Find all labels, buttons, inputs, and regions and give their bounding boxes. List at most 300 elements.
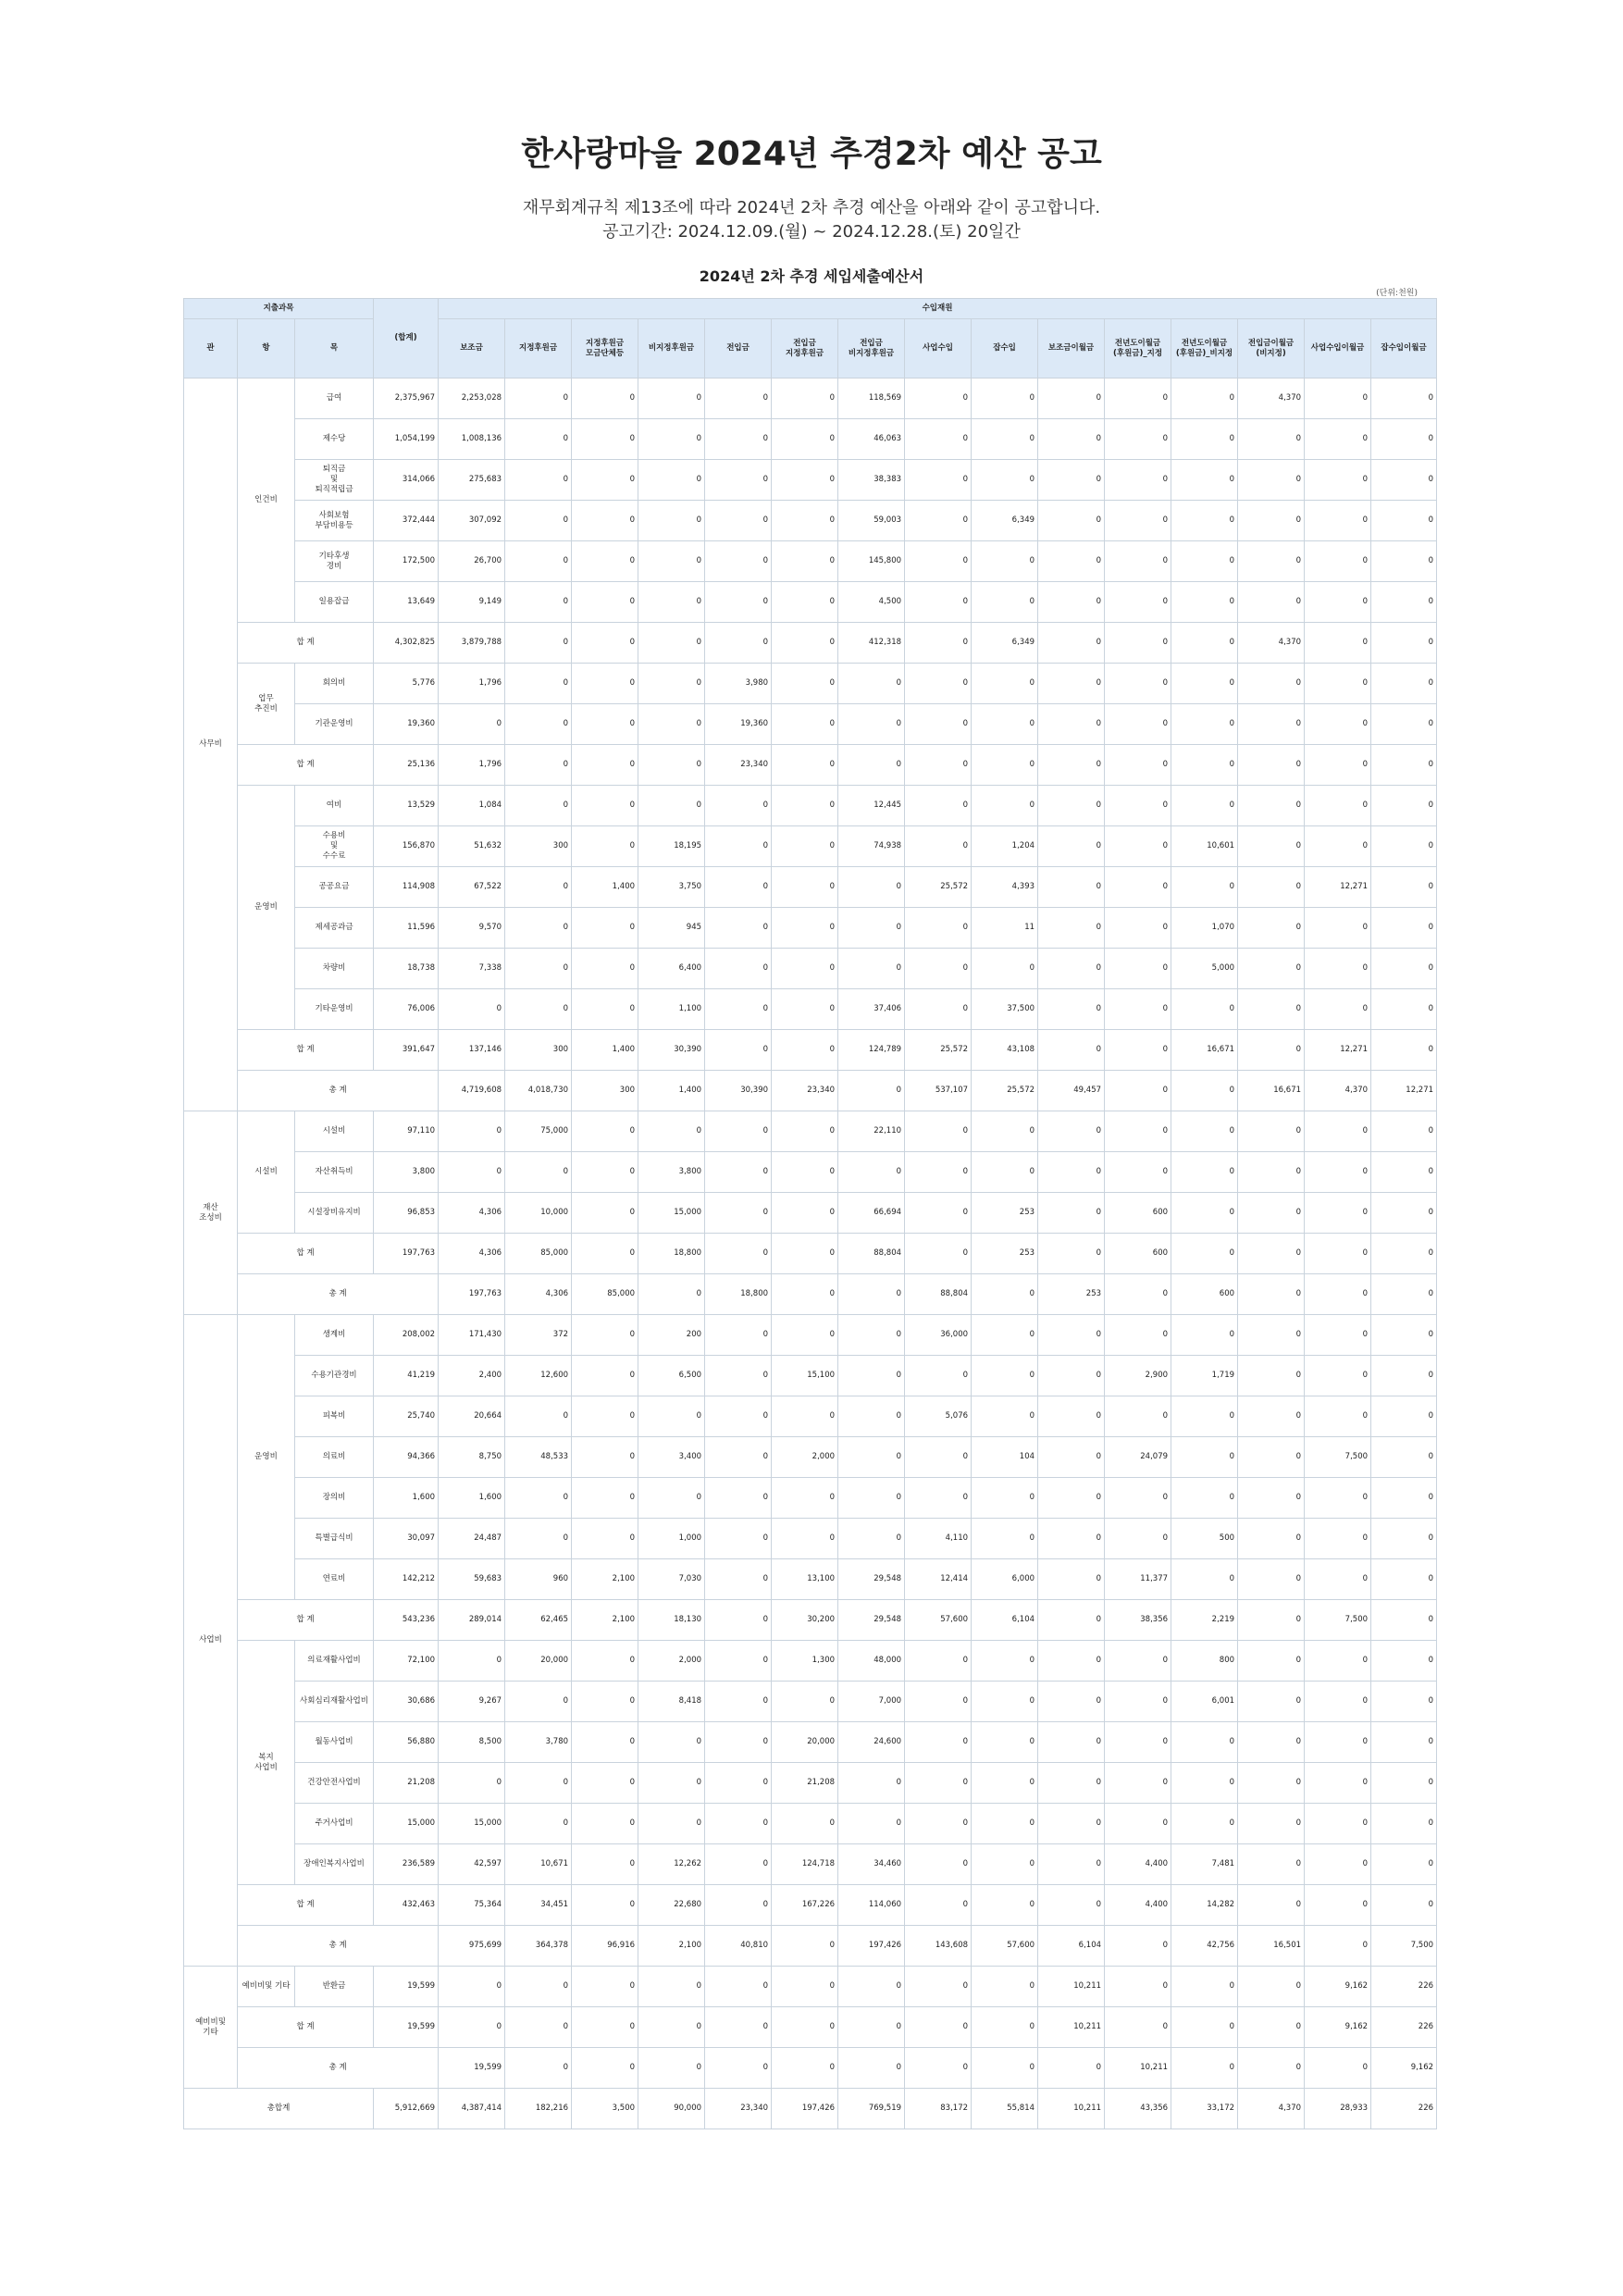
- amount-cell: 0: [705, 1478, 772, 1519]
- amount-cell: 1,796: [439, 664, 505, 704]
- mok-cell: 기관운영비: [295, 704, 374, 745]
- amount-cell: 0: [638, 582, 705, 623]
- amount-cell: 0: [1171, 419, 1238, 460]
- amount-cell: 0: [772, 1682, 838, 1722]
- amount-cell: 48,533: [505, 1437, 572, 1478]
- row-total-cell: 543,236: [374, 1600, 439, 1641]
- amount-cell: 7,000: [838, 1682, 905, 1722]
- amount-cell: 0: [1038, 501, 1105, 541]
- amount-cell: 0: [838, 2048, 905, 2089]
- amount-cell: 0: [572, 623, 638, 664]
- amount-cell: 0: [1371, 1356, 1437, 1396]
- amount-cell: 5,076: [905, 1396, 972, 1437]
- amount-cell: 0: [572, 501, 638, 541]
- amount-cell: 364,378: [505, 1926, 572, 1967]
- amount-cell: 0: [705, 1641, 772, 1682]
- amount-cell: 0: [1038, 379, 1105, 419]
- mok-cell: 건강안전사업비: [295, 1763, 374, 1804]
- amount-cell: 96,916: [572, 1926, 638, 1967]
- amount-cell: 0: [705, 1763, 772, 1804]
- amount-cell: 124,789: [838, 1030, 905, 1071]
- amount-cell: 0: [505, 379, 572, 419]
- amount-cell: 30,390: [705, 1071, 772, 1111]
- table-row: [184, 419, 1437, 460]
- table-row: [184, 582, 1437, 623]
- amount-cell: 0: [1171, 786, 1238, 826]
- amount-cell: 1,100: [638, 989, 705, 1030]
- amount-cell: 0: [772, 1234, 838, 1274]
- amount-cell: 85,000: [572, 1274, 638, 1315]
- amount-cell: 21,208: [772, 1763, 838, 1804]
- amount-cell: 0: [572, 1437, 638, 1478]
- amount-cell: 0: [905, 1193, 972, 1234]
- table-row: [184, 989, 1437, 1030]
- table-row: [184, 1763, 1437, 1804]
- amount-cell: 0: [1305, 1274, 1371, 1315]
- amount-cell: 2,000: [638, 1641, 705, 1682]
- row-total-cell: 432,463: [374, 1885, 439, 1926]
- amount-cell: 25,572: [905, 1030, 972, 1071]
- amount-cell: 10,211: [1038, 2089, 1105, 2129]
- amount-cell: 0: [772, 501, 838, 541]
- row-total-cell: 15,000: [374, 1804, 439, 1844]
- amount-cell: 0: [1371, 1152, 1437, 1193]
- amount-cell: 0: [1371, 1763, 1437, 1804]
- amount-cell: 12,271: [1371, 1071, 1437, 1111]
- amount-cell: 0: [1305, 460, 1371, 501]
- amount-cell: 0: [1305, 379, 1371, 419]
- amount-cell: 0: [1105, 826, 1171, 867]
- amount-cell: 49,457: [1038, 1071, 1105, 1111]
- amount-cell: 3,500: [572, 2089, 638, 2129]
- amount-cell: 0: [772, 2007, 838, 2048]
- amount-cell: 197,426: [772, 2089, 838, 2129]
- amount-cell: 0: [972, 1396, 1038, 1437]
- amount-cell: 43,356: [1105, 2089, 1171, 2129]
- amount-cell: 0: [1038, 1885, 1105, 1926]
- amount-cell: 2,100: [638, 1926, 705, 1967]
- amount-cell: 0: [1038, 1437, 1105, 1478]
- amount-cell: 0: [1105, 1804, 1171, 1844]
- table-row: [184, 1559, 1437, 1600]
- amount-cell: 0: [1305, 1641, 1371, 1682]
- amount-cell: 33,172: [1171, 2089, 1238, 2129]
- amount-cell: 7,500: [1305, 1600, 1371, 1641]
- amount-cell: 0: [1305, 1478, 1371, 1519]
- amount-cell: 0: [905, 1804, 972, 1844]
- amount-cell: 0: [772, 419, 838, 460]
- amount-cell: 0: [772, 1193, 838, 1234]
- amount-cell: 0: [772, 623, 838, 664]
- amount-cell: 0: [705, 1111, 772, 1152]
- amount-cell: 0: [905, 1437, 972, 1478]
- amount-cell: 0: [1305, 1356, 1371, 1396]
- amount-cell: 0: [1038, 745, 1105, 786]
- amount-cell: 0: [1238, 704, 1305, 745]
- mok-cell: 회의비: [295, 664, 374, 704]
- amount-cell: 4,500: [838, 582, 905, 623]
- amount-cell: 0: [1038, 1641, 1105, 1682]
- amount-cell: 0: [1038, 826, 1105, 867]
- amount-cell: 0: [1171, 1396, 1238, 1437]
- amount-cell: 182,216: [505, 2089, 572, 2129]
- row-total-cell: 372,444: [374, 501, 439, 541]
- amount-cell: 0: [1038, 419, 1105, 460]
- amount-cell: 57,600: [905, 1600, 972, 1641]
- mok-cell: 차량비: [295, 949, 374, 989]
- amount-cell: 0: [1038, 1804, 1105, 1844]
- amount-cell: 0: [1305, 1193, 1371, 1234]
- amount-cell: 23,340: [772, 1071, 838, 1111]
- amount-cell: 0: [1371, 1396, 1437, 1437]
- amount-cell: 8,500: [439, 1722, 505, 1763]
- amount-cell: 0: [1171, 1315, 1238, 1356]
- amount-cell: 0: [972, 1804, 1038, 1844]
- announcement-period: 공고기간: 2024.12.09.(월) ~ 2024.12.28.(토) 20일간: [602, 222, 1021, 242]
- row-total-cell: 1,600: [374, 1478, 439, 1519]
- amount-cell: 0: [972, 1682, 1038, 1722]
- amount-cell: 0: [1038, 623, 1105, 664]
- amount-cell: 0: [572, 1193, 638, 1234]
- amount-cell: 0: [905, 989, 972, 1030]
- amount-cell: 0: [439, 1763, 505, 1804]
- amount-cell: 0: [439, 989, 505, 1030]
- mok-cell: 사회심리재활사업비: [295, 1682, 374, 1722]
- amount-cell: 0: [772, 664, 838, 704]
- amount-cell: 0: [772, 908, 838, 949]
- amount-cell: 0: [905, 908, 972, 949]
- amount-cell: 4,370: [1305, 1071, 1371, 1111]
- amount-cell: 16,671: [1238, 1071, 1305, 1111]
- amount-cell: 0: [1038, 867, 1105, 908]
- amount-cell: 0: [1105, 2007, 1171, 2048]
- row-total-cell: 25,740: [374, 1396, 439, 1437]
- amount-cell: 6,000: [972, 1559, 1038, 1600]
- subtotal-label: 합 계: [238, 1600, 374, 1641]
- mok-cell: 장의비: [295, 1478, 374, 1519]
- amount-cell: 0: [705, 541, 772, 582]
- amount-cell: 0: [972, 1152, 1038, 1193]
- amount-cell: 0: [972, 1641, 1038, 1682]
- amount-cell: 25,572: [905, 867, 972, 908]
- amount-cell: 0: [705, 1193, 772, 1234]
- row-total-cell: 18,738: [374, 949, 439, 989]
- amount-cell: 19,360: [705, 704, 772, 745]
- table-row: [184, 1844, 1437, 1885]
- amount-cell: 300: [505, 826, 572, 867]
- amount-cell: 0: [1305, 501, 1371, 541]
- amount-cell: 59,003: [838, 501, 905, 541]
- amount-cell: 74,938: [838, 826, 905, 867]
- amount-cell: 0: [838, 1437, 905, 1478]
- amount-cell: 0: [1371, 867, 1437, 908]
- amount-cell: 8,418: [638, 1682, 705, 1722]
- amount-cell: 0: [572, 786, 638, 826]
- amount-cell: 0: [905, 1722, 972, 1763]
- amount-cell: 0: [1038, 989, 1105, 1030]
- amount-cell: 0: [1305, 541, 1371, 582]
- amount-cell: 0: [1238, 949, 1305, 989]
- amount-cell: 0: [838, 704, 905, 745]
- amount-cell: 0: [1238, 1600, 1305, 1641]
- amount-cell: 0: [1038, 1111, 1105, 1152]
- amount-cell: 2,253,028: [439, 379, 505, 419]
- amount-cell: 0: [1038, 1763, 1105, 1804]
- amount-cell: 34,460: [838, 1844, 905, 1885]
- total-header: (합계): [374, 299, 439, 379]
- amount-cell: 0: [1038, 1030, 1105, 1071]
- amount-cell: 6,104: [1038, 1926, 1105, 1967]
- amount-cell: 18,130: [638, 1600, 705, 1641]
- amount-cell: 0: [1105, 1071, 1171, 1111]
- row-total-cell: 197,763: [374, 1234, 439, 1274]
- table-row: [184, 949, 1437, 989]
- amount-cell: 0: [1238, 1559, 1305, 1600]
- amount-cell: 0: [572, 1478, 638, 1519]
- amount-cell: 0: [905, 826, 972, 867]
- revenue-col-header: 보조금: [439, 319, 505, 379]
- subtotal-label: 합 계: [238, 1030, 374, 1071]
- amount-cell: 67,522: [439, 867, 505, 908]
- amount-cell: 42,597: [439, 1844, 505, 1885]
- amount-cell: 1,300: [772, 1641, 838, 1682]
- amount-cell: 0: [1038, 460, 1105, 501]
- row-total-cell: 30,686: [374, 1682, 439, 1722]
- amount-cell: 960: [505, 1559, 572, 1600]
- amount-cell: 0: [572, 1396, 638, 1437]
- amount-cell: 0: [772, 582, 838, 623]
- amount-cell: 0: [972, 1844, 1038, 1885]
- amount-cell: 0: [1105, 786, 1171, 826]
- amount-cell: 4,400: [1105, 1844, 1171, 1885]
- row-total-cell: 197,763: [439, 1274, 505, 1315]
- amount-cell: 7,338: [439, 949, 505, 989]
- mok-cell: 기타후생 경비: [295, 541, 374, 582]
- amount-cell: 2,219: [1171, 1600, 1238, 1641]
- amount-cell: 15,100: [772, 1356, 838, 1396]
- amount-cell: 0: [505, 745, 572, 786]
- amount-cell: 7,500: [1371, 1926, 1437, 1967]
- amount-cell: 0: [1238, 1478, 1305, 1519]
- amount-cell: 0: [772, 989, 838, 1030]
- amount-cell: 15,000: [638, 1193, 705, 1234]
- amount-cell: 0: [705, 2007, 772, 2048]
- amount-cell: 0: [1171, 1193, 1238, 1234]
- table-row: [184, 1152, 1437, 1193]
- amount-cell: 0: [1238, 1885, 1305, 1926]
- subtotal-label: 합 계: [238, 623, 374, 664]
- amount-cell: 0: [1371, 582, 1437, 623]
- amount-cell: 0: [838, 2007, 905, 2048]
- amount-cell: 0: [1305, 1234, 1371, 1274]
- table-row: [184, 2089, 1437, 2129]
- amount-cell: 0: [1238, 745, 1305, 786]
- amount-cell: 0: [905, 1682, 972, 1722]
- amount-cell: 0: [439, 2007, 505, 2048]
- table-row: [184, 1804, 1437, 1844]
- amount-cell: 2,000: [772, 1437, 838, 1478]
- mok-cell: 반환금: [295, 1967, 374, 2007]
- amount-cell: 0: [705, 1234, 772, 1274]
- amount-cell: 0: [1371, 1111, 1437, 1152]
- amount-cell: 0: [772, 1030, 838, 1071]
- amount-cell: 8,750: [439, 1437, 505, 1478]
- revenue-col-header: 전입금 지정후원금: [772, 319, 838, 379]
- amount-cell: 23,340: [705, 745, 772, 786]
- amount-cell: 0: [638, 704, 705, 745]
- amount-cell: 0: [1171, 2048, 1238, 2089]
- amount-cell: 1,400: [638, 1071, 705, 1111]
- amount-cell: 0: [1305, 582, 1371, 623]
- amount-cell: 0: [572, 1844, 638, 1885]
- table-row: [184, 1926, 1437, 1967]
- amount-cell: 9,162: [1371, 2048, 1437, 2089]
- amount-cell: 11: [972, 908, 1038, 949]
- amount-cell: 0: [772, 704, 838, 745]
- amount-cell: 0: [1305, 949, 1371, 989]
- amount-cell: 1,400: [572, 1030, 638, 1071]
- amount-cell: 0: [638, 2007, 705, 2048]
- row-total-cell: 975,699: [439, 1926, 505, 1967]
- amount-cell: 0: [505, 1152, 572, 1193]
- amount-cell: 0: [1038, 1234, 1105, 1274]
- amount-cell: 12,414: [905, 1559, 972, 1600]
- amount-cell: 0: [838, 1763, 905, 1804]
- amount-cell: 0: [1305, 786, 1371, 826]
- amount-cell: 0: [1371, 949, 1437, 989]
- amount-cell: 0: [905, 2048, 972, 2089]
- amount-cell: 1,000: [638, 1519, 705, 1559]
- amount-cell: 0: [1171, 867, 1238, 908]
- amount-cell: 0: [705, 1885, 772, 1926]
- row-total-cell: 314,066: [374, 460, 439, 501]
- amount-cell: 22,110: [838, 1111, 905, 1152]
- amount-cell: 0: [838, 745, 905, 786]
- amount-cell: 0: [505, 1804, 572, 1844]
- amount-cell: 38,356: [1105, 1600, 1171, 1641]
- amount-cell: 20,664: [439, 1396, 505, 1437]
- amount-cell: 0: [1371, 1193, 1437, 1234]
- mok-cell: 생계비: [295, 1315, 374, 1356]
- table-row: [184, 1274, 1437, 1315]
- amount-cell: 0: [1038, 1844, 1105, 1885]
- amount-cell: 0: [772, 1804, 838, 1844]
- amount-cell: 0: [905, 704, 972, 745]
- amount-cell: 25,572: [972, 1071, 1038, 1111]
- amount-cell: 0: [505, 867, 572, 908]
- amount-cell: 0: [505, 664, 572, 704]
- amount-cell: 0: [1371, 1804, 1437, 1844]
- amount-cell: 0: [972, 582, 1038, 623]
- amount-cell: 4,110: [905, 1519, 972, 1559]
- mok-cell: 사회보험 부담비용등: [295, 501, 374, 541]
- amount-cell: 0: [705, 460, 772, 501]
- amount-cell: 0: [905, 1111, 972, 1152]
- amount-cell: 0: [972, 1274, 1038, 1315]
- amount-cell: 0: [572, 664, 638, 704]
- amount-cell: 0: [1238, 786, 1305, 826]
- amount-cell: 0: [1305, 704, 1371, 745]
- amount-cell: 0: [838, 1396, 905, 1437]
- amount-cell: 0: [572, 826, 638, 867]
- amount-cell: 0: [905, 786, 972, 826]
- table-row: [184, 1234, 1437, 1274]
- amount-cell: 0: [1371, 908, 1437, 949]
- table-title: 2024년 2차 추경 세입세출예산서: [699, 267, 924, 285]
- amount-cell: 0: [505, 786, 572, 826]
- hang-cell: 운영비: [238, 786, 295, 1030]
- amount-cell: 0: [705, 1682, 772, 1722]
- mok-header: 목: [295, 319, 374, 379]
- amount-cell: 104: [972, 1437, 1038, 1478]
- amount-cell: 0: [1038, 1559, 1105, 1600]
- amount-cell: 0: [1171, 704, 1238, 745]
- amount-cell: 0: [1171, 1071, 1238, 1111]
- amount-cell: 0: [1238, 1234, 1305, 1274]
- amount-cell: 0: [1105, 1763, 1171, 1804]
- amount-cell: 0: [1371, 1234, 1437, 1274]
- amount-cell: 22,680: [638, 1885, 705, 1926]
- amount-cell: 0: [1171, 1804, 1238, 1844]
- amount-cell: 0: [1371, 501, 1437, 541]
- gwan-cell: 사무비: [184, 379, 238, 1111]
- amount-cell: 0: [905, 1967, 972, 2007]
- amount-cell: 0: [1305, 745, 1371, 786]
- amount-cell: 9,570: [439, 908, 505, 949]
- amount-cell: 0: [638, 745, 705, 786]
- amount-cell: 0: [838, 1315, 905, 1356]
- amount-cell: 0: [1238, 541, 1305, 582]
- amount-cell: 0: [572, 745, 638, 786]
- amount-cell: 0: [1238, 2048, 1305, 2089]
- revenue-col-header: 잡수입: [972, 319, 1038, 379]
- amount-cell: 0: [1371, 1641, 1437, 1682]
- amount-cell: 0: [1038, 1722, 1105, 1763]
- revenue-col-header: 전입금이월금 (비지정): [1238, 319, 1305, 379]
- row-total-cell: 5,776: [374, 664, 439, 704]
- mok-cell: 제세공과금: [295, 908, 374, 949]
- amount-cell: 0: [439, 1641, 505, 1682]
- amount-cell: 5,000: [1171, 949, 1238, 989]
- amount-cell: 83,172: [905, 2089, 972, 2129]
- amount-cell: 0: [1171, 379, 1238, 419]
- amount-cell: 0: [1105, 664, 1171, 704]
- amount-cell: 0: [972, 1763, 1038, 1804]
- amount-cell: 0: [1305, 1559, 1371, 1600]
- amount-cell: 0: [772, 1967, 838, 2007]
- amount-cell: 7,030: [638, 1559, 705, 1600]
- amount-cell: 18,800: [705, 1274, 772, 1315]
- amount-cell: 0: [972, 1722, 1038, 1763]
- amount-cell: 0: [1038, 908, 1105, 949]
- amount-cell: 0: [972, 664, 1038, 704]
- amount-cell: 0: [1371, 1885, 1437, 1926]
- amount-cell: 0: [505, 989, 572, 1030]
- amount-cell: 3,750: [638, 867, 705, 908]
- amount-cell: 197,426: [838, 1926, 905, 1967]
- amount-cell: 0: [972, 1478, 1038, 1519]
- amount-cell: 0: [1238, 2007, 1305, 2048]
- amount-cell: 0: [705, 826, 772, 867]
- amount-cell: 0: [505, 623, 572, 664]
- amount-cell: 0: [1238, 1682, 1305, 1722]
- amount-cell: 24,487: [439, 1519, 505, 1559]
- table-row: [184, 664, 1437, 704]
- amount-cell: 0: [1371, 1682, 1437, 1722]
- amount-cell: 0: [705, 379, 772, 419]
- amount-cell: 36,000: [905, 1315, 972, 1356]
- table-row: [184, 1030, 1437, 1071]
